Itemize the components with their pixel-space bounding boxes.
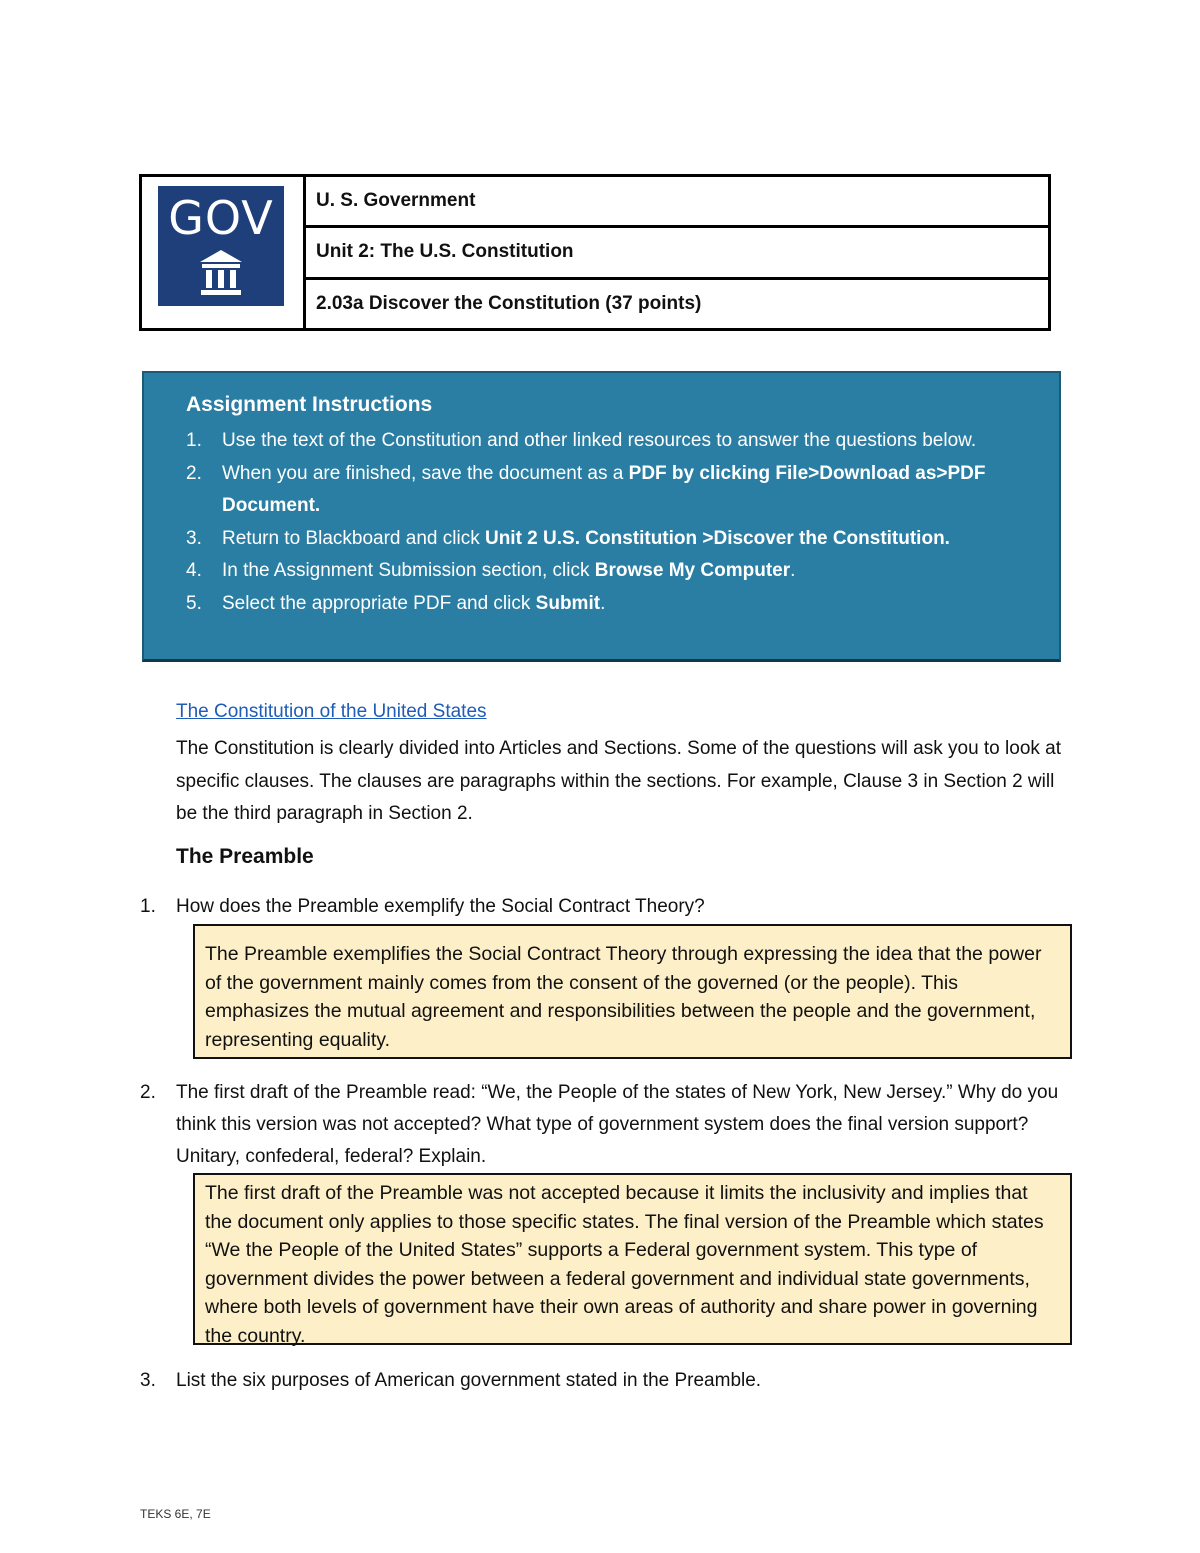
gov-logo — [158, 186, 284, 306]
instruction-text: . — [600, 592, 606, 614]
question-number: 3. — [140, 1370, 156, 1391]
header-table — [139, 174, 1051, 331]
instruction-item — [186, 555, 1026, 588]
instruction-number: 5. — [186, 592, 202, 614]
question-number: 1. — [140, 896, 156, 917]
course-title: U. S. Government — [306, 177, 1048, 228]
instruction-text: Return to Blackboard and click — [222, 527, 485, 549]
courthouse-icon — [198, 248, 244, 298]
instruction-number: 3. — [186, 527, 202, 549]
instruction-text: Select the appropriate PDF and click — [222, 592, 536, 614]
question-text: How does the Preamble exemplify the Social Contract Theory? — [176, 896, 705, 917]
instruction-text: . — [790, 560, 796, 581]
unit-title: Unit 2: The U.S. Constitution — [306, 228, 1048, 279]
instruction-text: In the Assignment Submission section, click — [222, 560, 595, 581]
instruction-number: 4. — [186, 560, 202, 581]
question-text: The first draft of the Preamble read: “We, the People of the states of New York, New Jersey.” Why do you think this version was not accepted? What type of government system does the final version support? Unitary, confederal, federal? Explain. — [176, 1082, 1059, 1167]
footer-teks: TEKS 6E, 7E — [140, 1507, 211, 1521]
logo-cell — [142, 177, 306, 328]
question-2 — [140, 1077, 1070, 1173]
instruction-number: 2. — [186, 462, 202, 484]
instruction-number: 1. — [186, 430, 202, 451]
instruction-bold-text: Unit 2 U.S. Constitution >Discover the Constitution. — [484, 527, 950, 549]
constitution-link[interactable]: The Constitution of the United States — [176, 701, 487, 722]
instruction-item — [186, 588, 1026, 621]
intro-paragraph: The Constitution is clearly divided into Articles and Sections. Some of the questions will ask you to look at specific clauses. The clauses are paragraphs within the sections. For example, Clause 3 in Section 2 will be the third paragraph in Section 2. — [176, 738, 1062, 824]
instruction-item — [186, 458, 1026, 523]
assignment-title: 2.03a Discover the Constitution (37 points) — [316, 292, 702, 314]
question-text: List the six purposes of American government stated in the Preamble. — [176, 1370, 762, 1391]
instruction-item — [186, 425, 1026, 458]
title-cells — [306, 177, 1048, 328]
assignment-instructions — [142, 371, 1061, 662]
question-1 — [140, 891, 1070, 923]
section-heading: The Preamble — [176, 845, 314, 868]
logo-text: GOV — [168, 191, 274, 245]
instruction-item — [186, 523, 1026, 556]
answer-box-2[interactable]: The first draft of the Preamble was not accepted because it limits the inclusivity and implies that the document only applies to those specific states. The final version of the Preamble which states “We the People of the United States” supports a Federal government system. This type of government divides the power between a federal government and individual state governments, where both levels of government have their own areas of authority and share power in governing the country. — [193, 1173, 1072, 1345]
instruction-text: When you are finished, save the document as a — [222, 462, 629, 484]
instruction-bold-text: Browse My Computer — [594, 560, 791, 581]
instruction-bold-text: Submit — [535, 592, 601, 614]
instructions-list — [186, 425, 1026, 620]
instruction-bold-text: PDF by clicking File>Download as>PDF Document. — [222, 462, 986, 516]
instruction-text: Use the text of the Constitution and other linked resources to answer the questions below. — [222, 430, 977, 451]
question-3 — [140, 1365, 1070, 1397]
question-number: 2. — [140, 1082, 156, 1103]
instructions-title: Assignment Instructions — [186, 393, 433, 416]
answer-box-1[interactable]: The Preamble exemplifies the Social Contract Theory through expressing the idea that the power of the government mainly comes from the consent of the governed (or the people). This emphasizes the mutual agreement and responsibilities between the people and the government, representing equality. — [193, 924, 1072, 1059]
